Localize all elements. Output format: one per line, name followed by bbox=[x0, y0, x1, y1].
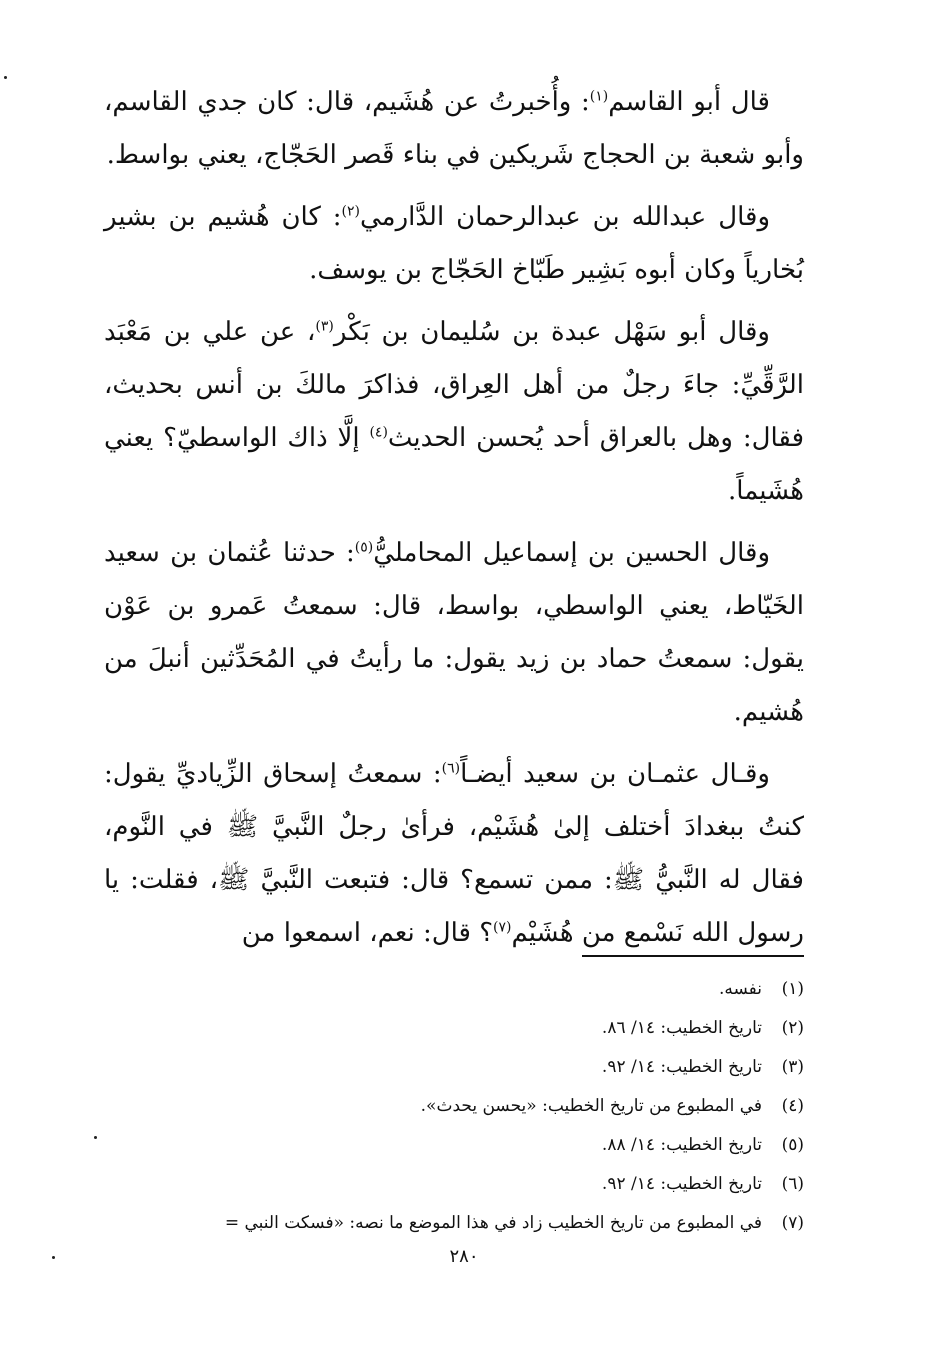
paragraph-text: : كان هُشيم بن بشير بُخارياً وكان أبوه بَشِير طَبّاخ الحَجّاج بن يوسف. bbox=[104, 202, 804, 285]
paragraph-text: إلَّا ذاك الواسطيّ؟ يعني هُشَيماً. bbox=[104, 423, 804, 506]
paragraph-text: وقال أبو سَهْل عبدة بن سُليمان بن بَكْر bbox=[333, 317, 770, 347]
footnote bbox=[104, 1126, 804, 1165]
footnote-text: تاريخ الخطيب: ١٤/ ٩٢. bbox=[601, 1057, 762, 1077]
paragraph bbox=[104, 76, 804, 182]
footnote-separator bbox=[582, 955, 804, 957]
footnote-number: (٣) bbox=[781, 1057, 804, 1077]
footnote-ref: (٦) bbox=[441, 760, 461, 777]
footnote-text: في المطبوع من تاريخ الخطيب: «يحسن يحدث». bbox=[420, 1096, 762, 1116]
footnote bbox=[104, 1204, 804, 1243]
footnote-ref: (٥) bbox=[354, 539, 374, 556]
footnote-ref: (٣) bbox=[315, 318, 334, 335]
footnote-text: نفسه. bbox=[718, 979, 762, 999]
footnote-number: (٦) bbox=[781, 1174, 804, 1194]
footnote-ref: (٧) bbox=[493, 919, 512, 936]
main-text bbox=[104, 76, 804, 969]
paragraph-text: وقال عبدالله بن عبدالرحمان الدَّارمي bbox=[360, 202, 771, 232]
footnote-text: تاريخ الخطيب: ١٤/ ٩٢. bbox=[601, 1174, 762, 1194]
footnote-ref: (٢) bbox=[341, 203, 361, 220]
footnote-number: (٢) bbox=[781, 1018, 804, 1038]
paragraph-text: ، عن علي بن مَعْبَد الرَّقِّيِّ: جاءَ رجلٌ من أهل العِراق، فذاكرَ مالكَ بن أنس بحديث، فقال: وهل بالعراق أحد يُحسن الحديث bbox=[104, 317, 805, 453]
footnote bbox=[104, 1048, 804, 1087]
footnote bbox=[104, 1087, 804, 1126]
footnote bbox=[104, 1165, 804, 1204]
footnote-text: في المطبوع من تاريخ الخطيب زاد في هذا الموضع ما نصه: «فسكت النبي = bbox=[224, 1213, 762, 1233]
paragraph-text: : حدثنا عُثمان بن سعيد الخَيّاط، يعني الواسطي، بواسط، قال: سمعتُ عَمرو بن عَوْن يقول: سمعتُ حماد بن زيد يقول: ما رأيتُ في المُحَدِّثين أنبلَ من هُشيم. bbox=[104, 538, 804, 727]
paragraph bbox=[104, 748, 804, 960]
paragraph-text: ؟ قال: نعم، اسمعوا من bbox=[241, 918, 494, 948]
paragraph bbox=[104, 527, 804, 739]
paragraph-text: وقـال عثمـان بن سعيد أيضـاً bbox=[460, 759, 770, 789]
footnote-text: تاريخ الخطيب: ١٤/ ٨٨. bbox=[601, 1135, 762, 1155]
scan-speck bbox=[52, 1256, 55, 1259]
footnotes bbox=[104, 970, 804, 1243]
footnote-ref: (١) bbox=[589, 88, 609, 105]
paragraph-text: : وأُخبرتُ عن هُشَيم، قال: كان جدي القاسم، وأبو شعبة بن الحجاج شَريكين في بناء قَصر الحَجّاج، يعني بواسط. bbox=[104, 87, 804, 170]
footnote bbox=[104, 970, 804, 1009]
footnote-number: (١) bbox=[781, 979, 804, 999]
paragraph-text: وقال الحسين بن إسماعيل المحامليُّ bbox=[373, 538, 770, 568]
footnote bbox=[104, 1009, 804, 1048]
paragraph-text: : سمعتُ إسحاق الزِّياديِّ يقول: كنتُ ببغدادَ أختلف إلىٰ هُشَيْم، فرأىٰ رجلٌ النَّبيَّ ﷺ في النَّوم، فقال له النَّبيُّ ﷺ: ممن تسمع؟ قال: فتبعت النَّبيَّ ﷺ، فقلت: يا رسول الله نَسْمع من هُشَيْم bbox=[104, 759, 804, 948]
paragraph bbox=[104, 306, 804, 518]
scan-speck bbox=[94, 1136, 97, 1139]
footnote-text: تاريخ الخطيب: ١٤/ ٨٦. bbox=[601, 1018, 762, 1038]
footnote-number: (٥) bbox=[781, 1135, 804, 1155]
footnote-number: (٤) bbox=[781, 1096, 804, 1116]
footnote-ref: (٤) bbox=[369, 424, 388, 441]
page-number: ٢٨٠ bbox=[449, 1246, 479, 1267]
scan-speck bbox=[4, 76, 7, 79]
paragraph-text: قال أبو القاسم bbox=[608, 87, 770, 117]
paragraph bbox=[104, 191, 804, 297]
footnote-number: (٧) bbox=[781, 1213, 804, 1233]
